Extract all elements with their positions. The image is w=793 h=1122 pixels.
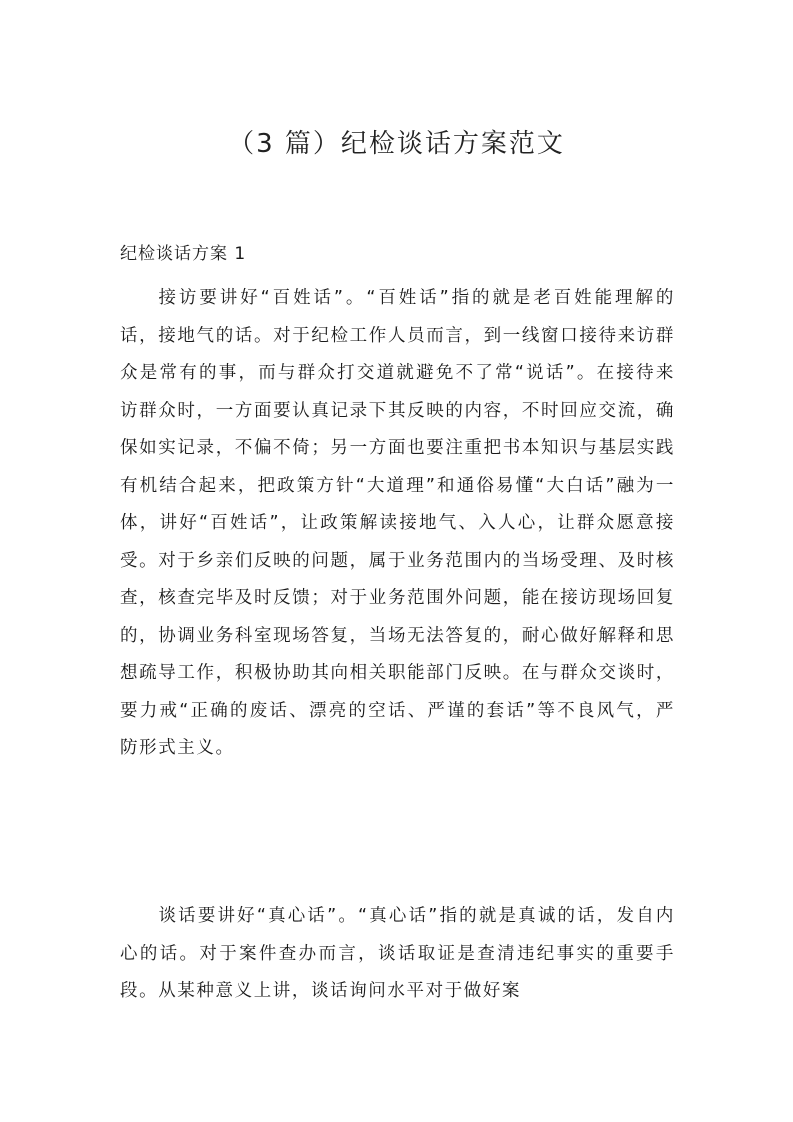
body-paragraph: 谈话要讲好“真心话”。“真心话”指的就是真诚的话，发自内心的话。对于案件查办而言，谈话取证是查清违纪事实的重要手段。从某种意义上讲，谈话询问水平对于做好案 [120,906,675,1001]
body-paragraph: 接访要讲好“百姓话”。“百姓话”指的就是老百姓能理解的话，接地气的话。对于纪检工作人员而言，到一线窗口接待来访群众是常有的事，而与群众打交道就避免不了常“说话”。在接待来访群众时，一方面要认真记录下其反映的内容，不时回应交流，确保如实记录，不偏不倚；另一方面也要注重把书本知识与基层实践有机结合起来，把政策方针“大道理”和通俗易懂“大白话”融为一体，讲好“百姓话”，让政策解读接地气、入人心，让群众愿意接受。对于乡亲们反映的问题，属于业务范围内的当场受理、及时核查，核查完毕及时反馈；对于业务范围外问题，能在接访现场回复的，协调业务科室现场答复，当场无法答复的，耐心做好解释和思想疏导工作，积极协助其向相关职能部门反映。在与群众交谈时，要力戒“正确的废话、漂亮的空话、严谨的套话”等不良风气，严防形式主义。 [120,288,675,758]
document-title: （3 篇）纪检谈话方案范文 [228,129,565,159]
section-heading: 纪检谈话方案 1 [120,244,247,264]
